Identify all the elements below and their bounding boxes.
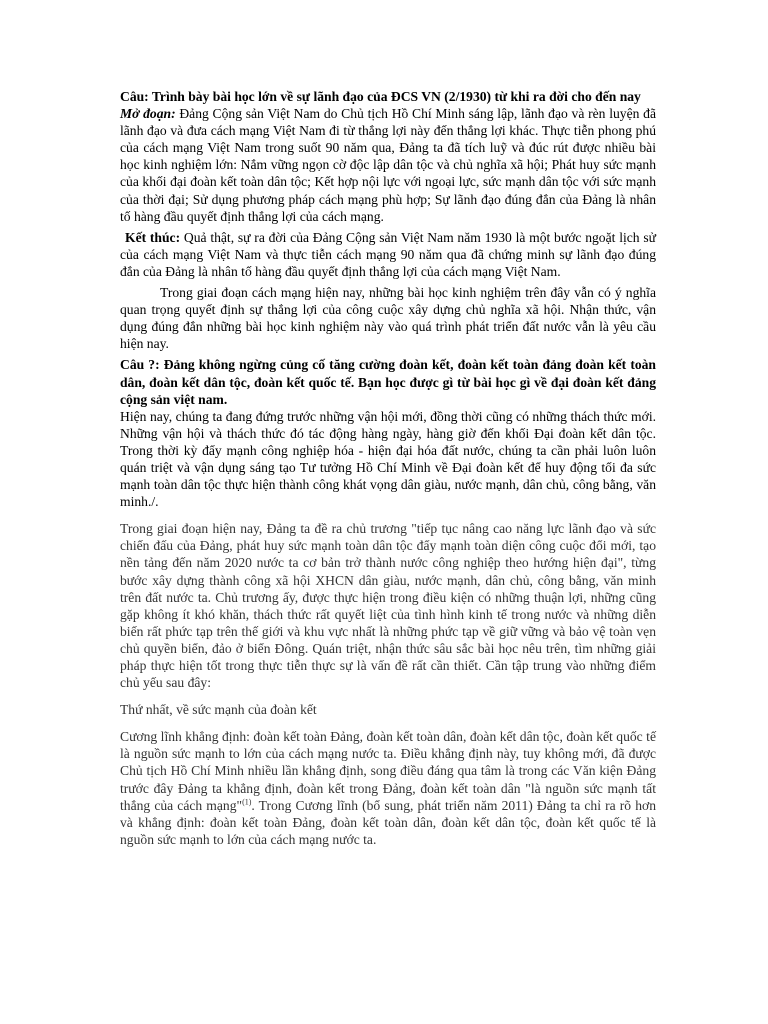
intro-text: Đảng Cộng sản Việt Nam do Chủ tịch Hồ Chí Minh sáng lập, lãnh đạo và rèn luyện đã lãnh đạo và đưa cách mạng Việt Nam đi từ thắng lợi này đến thắng lợi khác. Thực tiễn phong phú của cách mạng Việt Nam trong suốt 90 năm qua, Đảng ta đã tích luỹ và đúc rút được nhiều bài học kinh nghiệm lớn: Nắm vững ngọn cờ độc lập dân tộc và chủ nghĩa xã hội; Phát huy sức mạnh của khối đại đoàn kết toàn dân tộc; Kết hợp nội lực với ngoại lực, sức mạnh dân tộc với sức mạnh của thời đại; Sử dụng phương pháp cách mạng phù hợp; Sự lãnh đạo đúng đắn của Đảng là nhân tố hàng đầu quyết định thắng lợi của cách mạng.	[120, 106, 656, 224]
question-2-title: Câu ?: Đảng không ngừng củng cố tăng cường đoàn kết, đoàn kết toàn đảng đoàn kết toàn dân, đoàn kết dân tộc, đoàn kết quốc tế. Bạn học được gì từ bài học gì về đại đoàn kết đảng cộng sản việt nam.	[120, 357, 656, 407]
document-page	[120, 88, 656, 848]
paragraph-3-text-a: Cương lĩnh khẳng định: đoàn kết toàn Đảng, đoàn kết toàn dân, đoàn kết dân tộc, đoàn kết quốc tế là nguồn sức mạnh to lớn của cách mạng nước ta. Điều khẳng định này, tuy không mới, đã được Chủ tịch Hồ Chí Minh nhiều lần khẳng định, song điều đáng qua tâm là trong các Văn kiện Đảng trước đây Đảng ta khẳng định, đoàn kết trong Đảng, đoàn kết toàn dân "là nguồn sức mạnh tất thắng của cách mạng"	[120, 729, 656, 813]
conclusion-label: Kết thúc:	[125, 229, 181, 245]
question-1-conclusion	[120, 229, 656, 280]
paragraph-3-text-b: . Trong Cương lĩnh (bổ sung, phát triển năm 2011) Đảng ta chỉ ra rõ hơn và khẳng định: đoàn kết toàn Đảng, đoàn kết toàn dân, đoàn kết dân tộc, đoàn kết quốc tế là nguồn sức mạnh to lớn của cách mạng nước ta.	[120, 797, 656, 847]
footnote-ref: (1)	[242, 797, 252, 807]
question-2-paragraph-2: Trong giai đoạn hiện nay, Đảng ta đề ra chủ trương "tiếp tục nâng cao năng lực lãnh đạo và sức chiến đấu của Đảng, phát huy sức mạnh toàn dân tộc đẩy mạnh toàn diện công cuộc đổi mới, tạo nền tảng đến năm 2020 nước ta cơ bản trở thành nước công nghiệp theo hướng hiện đại", từng bước xây dựng thành công xã hội XHCN dân giàu, nước mạnh, dân chủ, công bằng, văn minh trên đất nước ta. Chủ trương ấy, được thực hiện trong điều kiện có những thuận lợi, những cũng gặp không ít khó khăn, thách thức rất quyết liệt của tình hình kinh tế trong nước và những diễn biến rất phức tạp trên thế giới và khu vực nhất là những phức tạp về giữ vững và bảo vệ toàn vẹn chủ quyền biển, đảo ở biển Đông. Quán triệt, nhận thức sâu sắc bài học nêu trên, tìm những giải pháp thực hiện tốt trong thực tiễn thực sự là vấn đề rất cần thiết. Cần tập trung vào những điểm chủ yếu sau đây:	[120, 521, 656, 691]
question-1-closing: Trong giai đoạn cách mạng hiện nay, những bài học kinh nghiệm trên đây vẫn có ý nghĩa quan trọng quyết định sự thắng lợi của công cuộc xây dựng chủ nghĩa xã hội. Nhận thức, vận dụng đúng đắn những bài học kinh nghiệm này vào quá trình phát triển đất nước vẫn là yêu cầu hiện nay.	[120, 285, 656, 352]
question-1-title: Câu: Trình bày bài học lớn về sự lãnh đạo của ĐCS VN (2/1930) từ khi ra đời cho đến nay	[120, 89, 641, 104]
question-2-paragraph-1: Hiện nay, chúng ta đang đứng trước những vận hội mới, đồng thời cũng có những thách thức mới. Những vận hội và thách thức đó tác động hàng ngày, hàng giờ đến khối Đại đoàn kết dân tộc. Trong thời kỳ đẩy mạnh công nghiệp hóa - hiện đại hóa đất nước, chúng ta cần phải luôn luôn quán triệt và vận dụng sáng tạo Tư tưởng Hồ Chí Minh về Đại đoàn kết để huy động tối đa sức mạnh toàn dân tộc thực hiện thành công khát vọng dân giàu, nước mạnh, dân chủ, công bằng, văn minh./.	[120, 408, 656, 510]
question-1-intro	[120, 105, 656, 225]
question-2-paragraph-3	[120, 728, 656, 848]
intro-label: Mở đoạn:	[120, 106, 176, 122]
section-heading-1: Thứ nhất, về sức mạnh của đoàn kết	[120, 702, 317, 718]
conclusion-text: Quả thật, sự ra đời của Đảng Cộng sản Việt Nam năm 1930 là một bước ngoặt lịch sử của cách mạng Việt Nam và thực tiễn cách mạng 90 năm qua đã chứng minh sự lãnh đạo đúng đắn của Đảng là nhân tố hàng đầu quyết định thắng lợi của cách mạng Việt Nam.	[120, 229, 657, 279]
